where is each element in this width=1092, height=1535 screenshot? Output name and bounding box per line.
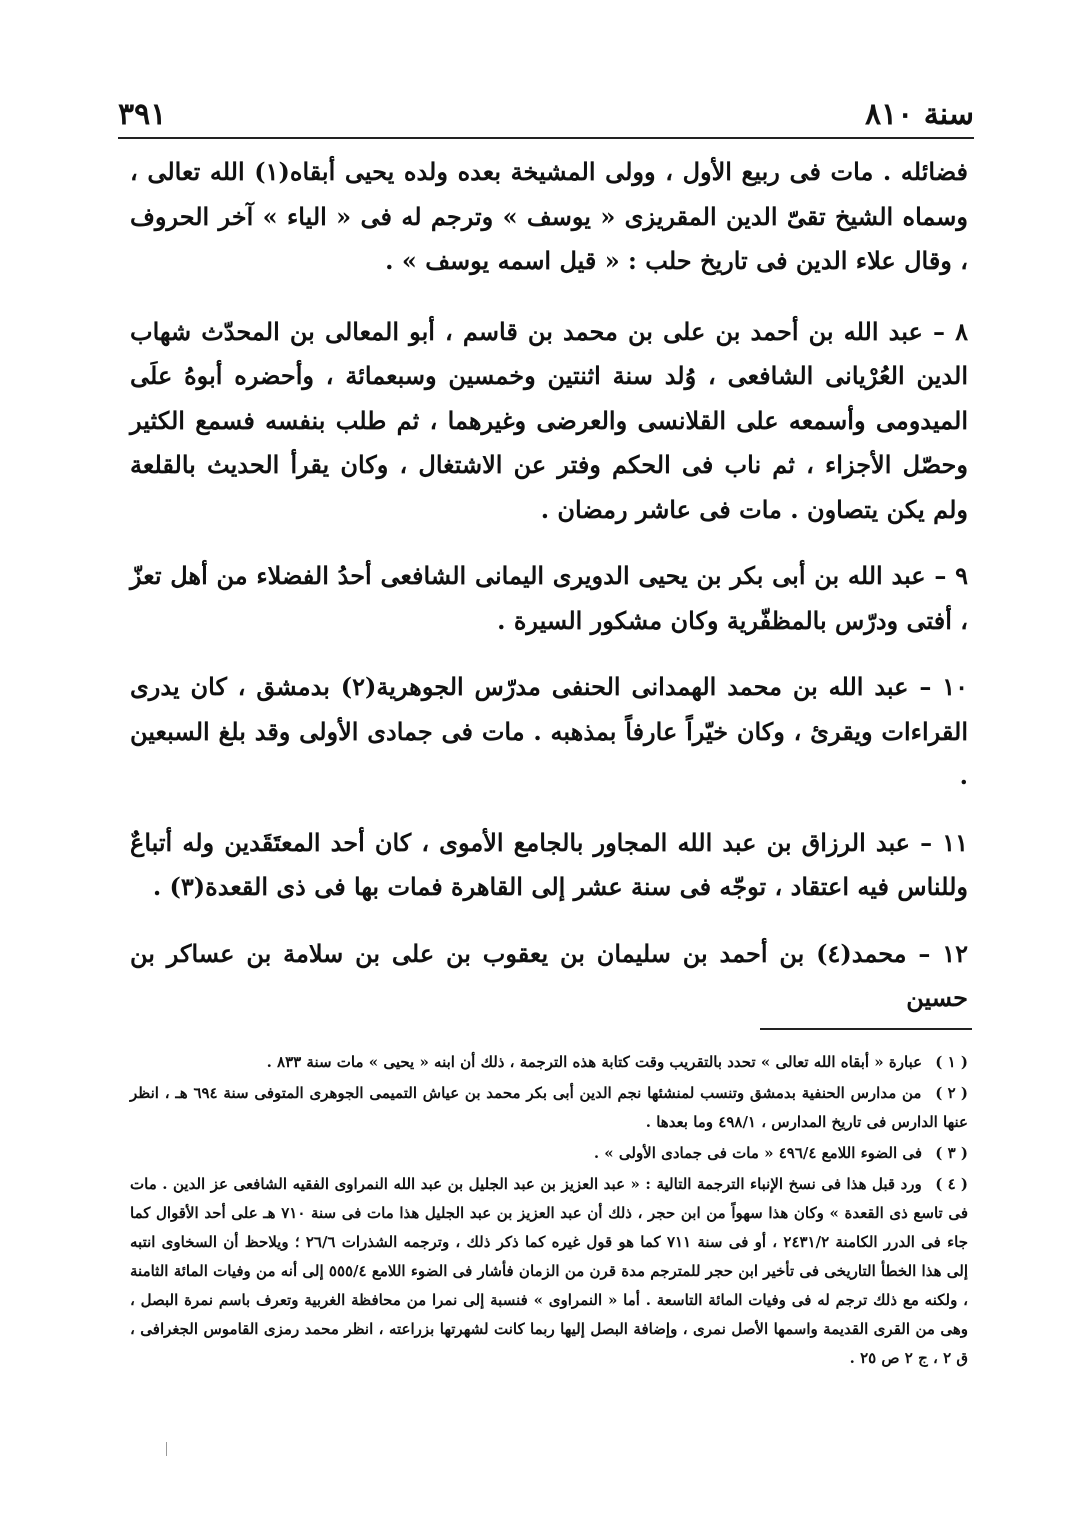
biography-entry: [130, 554, 968, 643]
footnote-text: فى الضوء اللامع ٤٩٦/٤ « مات فى جمادى الأولى » .: [593, 1144, 923, 1162]
footnote-number: ( ٤ ): [935, 1175, 968, 1193]
footnotes: [130, 1048, 968, 1375]
scan-mark: [166, 1442, 167, 1456]
paragraph-continuation: [130, 150, 968, 284]
running-head-year: سنة ٨١٠: [864, 97, 974, 132]
footnote-number: ( ٢ ): [935, 1084, 968, 1102]
footnote-text: ورد قبل هذا فى نسخ الإنباء الترجمة التالية : « عبد العزيز بن عبد الجليل بن عبد الله النمراوى الفقيه الشافعى عز الدين . مات فى تاسع ذى القعدة » وكان هذا سهواً من ابن حجر ، ذلك أن عبد العزيز بن عبد الجليل هذا مات فى سنة ٧١٠ هـ على أحد الأقوال كما جاء فى الدرر الكامنة ٢٤٣١/٢ ، أو فى سنة ٧١١ كما هو قول غيره كما ذكر ذلك ، وترجمه الشذرات ٢٦/٦ ؛ ويلاحظ أن السخاوى انتبه إلى هذا الخطأ التاريخى فى تأخير ابن حجر للمترجم مدة قرن من الزمان فأشار فى الضوء اللامع ٥٥٥/٤ إلى أنه من وفيات المائة الثامنة ، ولكنه مع ذلك ترجم له فى وفيات المائة التاسعة . أما « النمراوى » فنسبة إلى نمرا من محافظة الغربية وتعرف باسم نمرة البصل ، وهى من القرى القديمة واسمها الأصل نمرى ، وإضافة البصل إليها ربما كانت لشهرتها بزراعته ، انظر محمد رمزى القاموس الجغرافى ، ق ٢ ، ج ٢ ص ٢٥ .: [130, 1175, 968, 1367]
footnote-text: من مدارس الحنفية بدمشق وتنسب لمنشئها نجم الدين أبى بكر محمد بن عياش التميمى الجوهرى المتوفى سنة ٦٩٤ هـ ، انظر عنها الدارس فى تاريخ المدارس ، ٤٩٨/١ وما بعدها .: [130, 1084, 968, 1131]
entry-number: ٩ –: [934, 561, 969, 590]
footnote: [130, 1079, 968, 1137]
entry-number: ١٢ –: [918, 938, 969, 968]
entry-number: ١٠ –: [919, 672, 968, 701]
footnote-number: ( ١ ): [935, 1053, 968, 1071]
main-text: [130, 150, 968, 1043]
footnote: [130, 1139, 968, 1168]
biography-entry: [130, 932, 968, 1021]
page-number: ٣٩١: [118, 97, 167, 132]
entry-text: عبد الله بن محمد الهمدانى الحنفى مدرّس الجوهرية(٢) بدمشق ، كان يدرى القراءات ويقرئ ، وكان خيّراً عارفاً بمذهبه . مات فى جمادى الأولى وقد بلغ السبعين .: [130, 672, 968, 790]
header-divider: [118, 137, 974, 139]
paragraph-text: فضائله . مات فى ربيع الأول ، وولى المشيخة بعده ولده يحيى أبقاه(١) الله تعالى ، وسماه الشيخ تقىّ الدين المقريزى « يوسف » وترجم له فى « الياء » آخر الحروف ، وقال علاء الدين فى تاريخ حلب : « قيل اسمه يوسف » .: [130, 157, 968, 275]
entry-text: عبد الله بن أحمد بن على بن محمد بن قاسم ، أبو المعالى بن المحدّث شهاب الدين العُرْيانى الشافعى ، وُلد سنة اثنتين وخمسين وسبعمائة ، وأحضره أبوهُ علَى الميدومى وأسمعه على القلانسى والعرضى وغيرهما ، ثم طلب بنفسه فسمع الكثير وحصّل الأجزاء ، ثم ناب فى الحكم وفتر عن الاشتغال ، وكان يقرأ الحديث بالقلعة ولم يكن يتصاون . مات فى عاشر رمضان .: [130, 316, 968, 524]
entry-number: ١١ –: [920, 827, 969, 857]
biography-entry: [130, 310, 968, 533]
entry-text: عبد الرزاق بن عبد الله المجاور بالجامع الأموى ، كان أحد المعتَقَدين وله أتباعٌ وللناس فيه اعتقاد ، توجّه فى سنة عشر إلى القاهرة فمات بها فى ذى القعدة(٣) .: [130, 827, 968, 901]
entry-text: عبد الله بن أبى بكر بن يحيى الدويرى اليمانى الشافعى أحدُ الفضلاء من أهل تعزّ ، أفتى ودرّس بالمظفّرية وكان مشكور السيرة .: [130, 561, 968, 635]
footnote-text: عبارة « أبقاه الله تعالى » تحدد بالتقريب وقت كتابة هذه الترجمة ، ذلك أن ابنه « يحيى » مات سنة ٨٣٣ .: [266, 1053, 923, 1071]
footnote-number: ( ٣ ): [935, 1144, 968, 1162]
biography-entry: [130, 665, 968, 799]
footnote: [130, 1170, 968, 1373]
biography-entry: [130, 821, 968, 910]
footnote-divider: [760, 1028, 972, 1030]
footnote: [130, 1048, 968, 1077]
entry-text: محمد(٤) بن أحمد بن سليمان بن يعقوب بن على بن سلامة بن عساكر بن حسين: [130, 938, 968, 1012]
entry-number: ٨ –: [932, 316, 968, 346]
page-header: [118, 82, 974, 132]
